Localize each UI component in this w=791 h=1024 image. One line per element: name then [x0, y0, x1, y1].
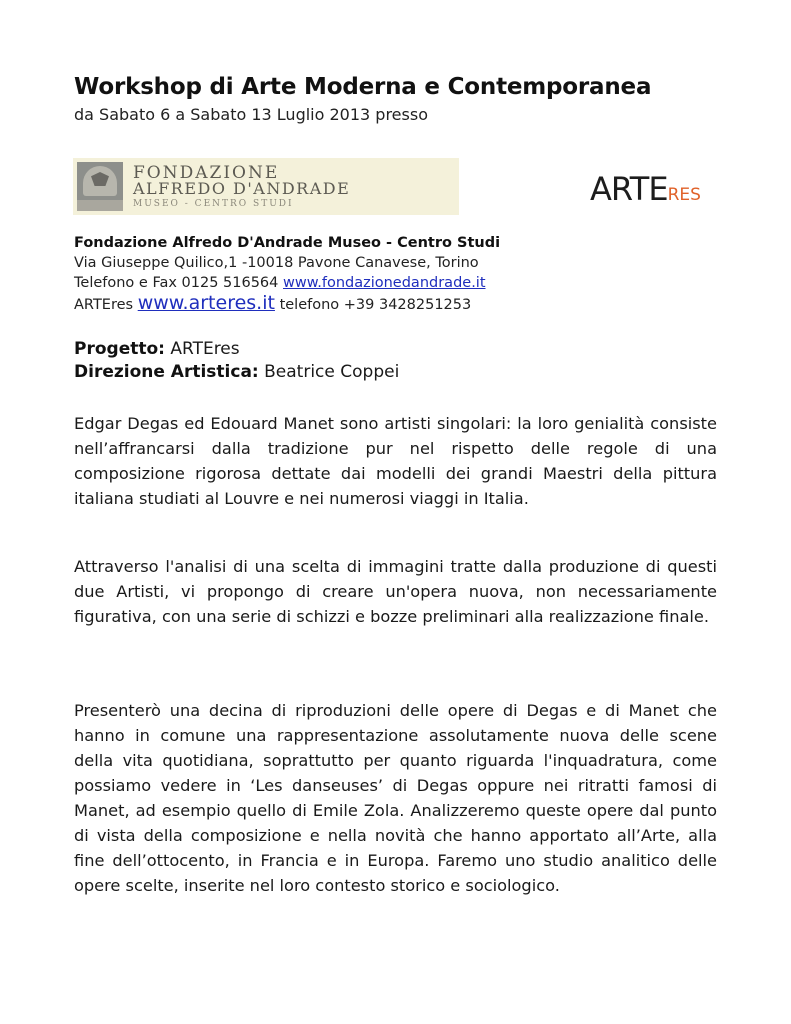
arteres-logo-main: ARTE — [590, 170, 668, 208]
project-label: Progetto: — [74, 339, 165, 359]
project-block — [74, 338, 399, 384]
arteres-logo-suffix: RES — [667, 185, 701, 205]
paragraph-1: Edgar Degas ed Edouard Manet sono artisti singolari: la loro genialità consiste nell’affrancarsi dalla tradizione pur nel rispetto delle regole di una composizione rigorosa dettate dai modelli dei grandi Maestri della pittura italiana studiati al Louvre e nei numerosi viaggi in Italia. — [74, 414, 717, 508]
phone-line — [74, 273, 500, 293]
paragraph-3: Presenterò una decina di riproduzioni delle opere di Degas e di Manet che hanno in comune una rappresentazione assolutamente nuova delle scene della vita quotidiana, soprattutto per quanto riguarda l'inquadratura, come possiamo vedere in ‘Les danseuses’ di Degas oppure nei ritratti famosi di Manet, ad esempio quello di Emile Zola. Analizzeremo queste opere dal punto di vista della composizione e nella novità che hanno apportato all’Arte, alla fine dell’ottocento, in Francia e in Europa. Faremo uno studio analitico delle opere scelte, inserite nel loro contesto storico e sociologico. — [74, 701, 717, 895]
phone-label: Telefono e Fax 0125 516564 — [74, 275, 279, 291]
direction-label: Direzione Artistica: — [74, 362, 259, 382]
direction-line — [74, 361, 399, 384]
fondazione-website-link[interactable]: www.fondazionedandrade.it — [283, 275, 486, 291]
fondazione-logo-line3: MUSEO - CENTRO STUDI — [133, 199, 294, 209]
fondazione-logo-line1: FONDAZIONE — [133, 163, 280, 183]
arteres-label: ARTEres — [74, 297, 134, 313]
page-title: Workshop di Arte Moderna e Contemporanea — [74, 74, 652, 100]
direction-value: Beatrice Coppei — [264, 362, 400, 382]
org-address: Via Giuseppe Quilico,1 -10018 Pavone Canavese, Torino — [74, 255, 479, 271]
fondazione-emblem-icon — [77, 162, 123, 211]
page-subtitle: da Sabato 6 a Sabato 13 Luglio 2013 presso — [74, 105, 428, 124]
arteres-line — [74, 293, 500, 315]
contact-info — [74, 233, 500, 315]
arteres-website-link[interactable]: www.arteres.it — [137, 292, 275, 314]
arteres-phone: telefono +39 3428251253 — [279, 297, 472, 313]
paragraph-2: Attraverso l'analisi di una scelta di immagini tratte dalla produzione di questi due Artisti, vi propongo di creare un'opera nuova, non necessariamente figurativa, con una serie di schizzi e bozze preliminari alla realizzazione finale. — [74, 557, 717, 626]
fondazione-logo-line2: ALFREDO D'ANDRADE — [133, 179, 351, 198]
org-name: Fondazione Alfredo D'Andrade Museo - Centro Studi — [74, 235, 501, 251]
project-line — [74, 338, 399, 361]
project-value: ARTEres — [170, 339, 240, 359]
arteres-logo — [590, 170, 701, 208]
fondazione-logo — [73, 158, 459, 215]
